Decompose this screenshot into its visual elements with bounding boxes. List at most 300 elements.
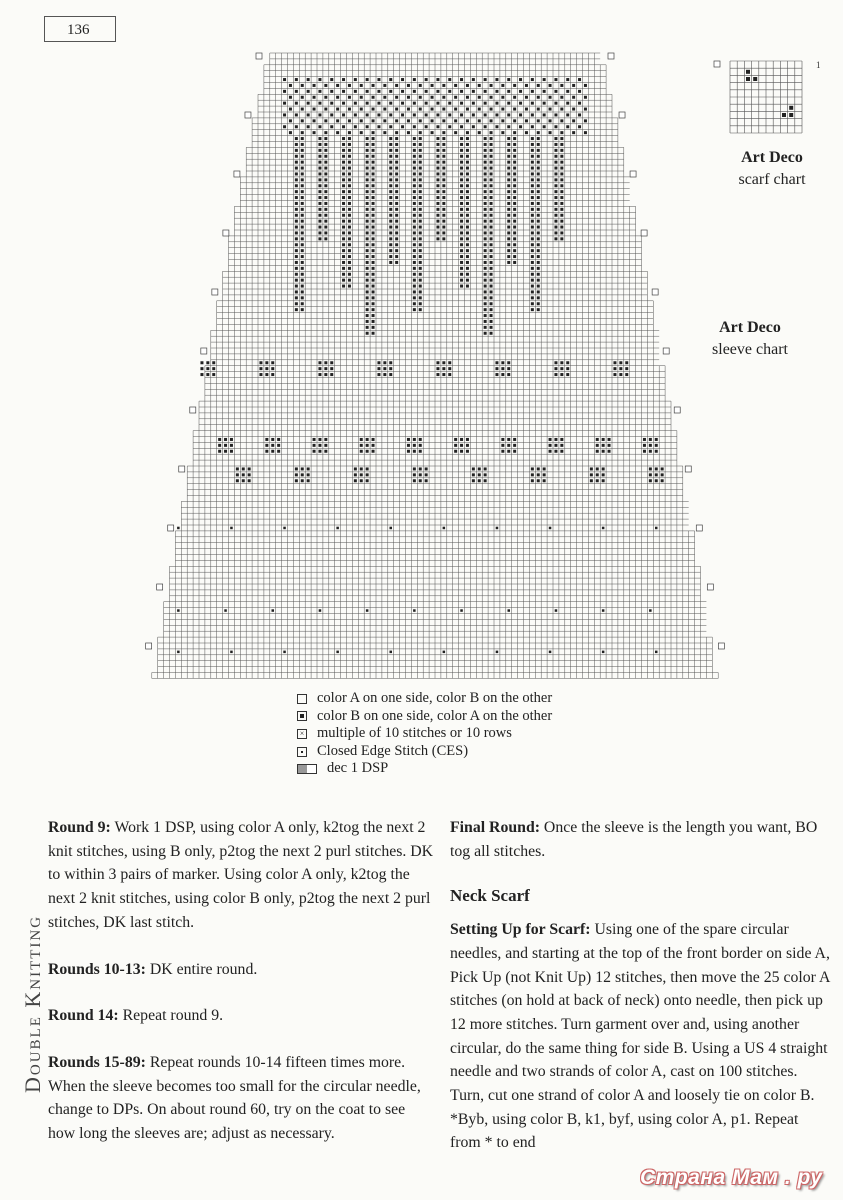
stitch-mark [507,237,510,240]
stitch-mark [537,149,540,152]
stitch-mark [543,90,546,93]
stitch-mark [413,438,416,441]
stitch-mark [342,125,345,128]
stitch-mark [460,167,463,170]
stitch-mark [436,184,439,187]
stitch-mark [507,167,510,170]
stitch-mark [490,261,493,264]
stitch-mark [513,208,516,211]
stitch-mark [436,237,439,240]
stitch-mark [419,143,422,146]
stitch-mark [348,237,351,240]
stitch-mark [478,108,481,111]
stitch-mark [224,438,227,441]
stitch-mark [395,214,398,217]
stitch-mark [413,479,416,482]
stitch-mark [342,149,345,152]
stitch-mark [507,102,510,105]
stitch-mark [419,438,422,441]
stitch-mark [318,184,321,187]
stitch-mark [419,285,422,288]
stitch-mark [495,90,498,93]
stitch-mark [372,308,375,311]
stitch-mark [295,214,298,217]
stitch-mark [501,367,504,370]
stitch-mark [484,190,487,193]
stitch-mark [460,172,463,175]
stitch-mark [419,96,422,99]
stitch-mark [531,202,534,205]
stitch-mark [460,226,463,229]
stitch-mark [366,267,369,270]
stitch-mark [484,320,487,323]
stitch-mark [537,467,540,470]
stitch-mark [419,137,422,140]
stitch-mark [313,119,316,122]
stitch-mark [318,450,321,453]
stitch-mark [236,467,239,470]
stitch-mark [537,161,540,164]
stitch-mark [372,96,375,99]
stitch-mark [537,96,540,99]
stitch-mark [307,102,310,105]
instruction-body: Work 1 DSP, using color A only, k2tog the next 2 knit stitches, using B only, p2tog the next 2 purl stitches. DK to within 3 pairs of marker. Using color A only, k2tog the next 2 knit stitches, using color B only, p2tog the next 2 purl stitches, DK last stitch. [48,819,434,931]
stitch-mark [472,125,475,128]
stitch-mark [513,261,516,264]
stitch-mark [507,367,510,370]
stitch-mark [372,444,375,447]
stitch-mark [661,473,664,476]
stitch-mark [431,131,434,134]
stitch-mark [460,231,463,234]
stitch-mark [484,326,487,329]
edge-marker [608,53,614,59]
stitch-mark [554,450,557,453]
stitch-mark [419,296,422,299]
stitch-mark [301,208,304,211]
page-number: 136 [44,16,116,42]
stitch-mark [513,220,516,223]
stitch-mark [295,243,298,246]
stitch-mark [460,155,463,158]
stitch-mark [413,473,416,476]
stitch-mark [425,78,428,81]
stitch-mark [377,90,380,93]
stitch-mark [413,255,416,258]
stitch-mark [490,137,493,140]
stitch-mark [395,243,398,246]
stitch-mark [507,220,510,223]
stitch-mark [372,243,375,246]
stitch-mark [366,314,369,317]
stitch-mark [554,214,557,217]
stitch-mark [560,96,563,99]
stitch-mark [442,231,445,234]
stitch-mark [318,161,321,164]
stitch-mark [436,196,439,199]
stitch-mark [442,226,445,229]
stitch-mark [655,444,658,447]
stitch-mark [519,78,522,81]
stitch-mark [318,231,321,234]
stitch-mark [507,161,510,164]
stitch-mark [460,444,463,447]
stitch-mark [354,479,357,482]
stitch-mark [248,467,251,470]
stitch-mark [572,119,575,122]
stitch-mark [259,367,262,370]
stitch-mark [401,90,404,93]
stitch-mark [336,651,339,654]
stitch-mark [549,438,552,441]
stitch-mark [395,231,398,234]
stitch-mark [448,367,451,370]
stitch-mark [507,373,510,376]
sleeve-chart [140,45,730,690]
stitch-mark [259,373,262,376]
stitch-mark [324,220,327,223]
edge-marker [245,112,251,118]
stitch-mark [419,161,422,164]
stitch-mark [372,214,375,217]
stitch-mark [395,255,398,258]
stitch-mark [413,167,416,170]
stitch-mark [212,361,215,364]
stitch-mark [389,231,392,234]
stitch-mark [348,231,351,234]
stitch-mark [537,296,540,299]
stitch-mark [490,84,493,87]
stitch-mark [413,467,416,470]
stitch-mark [531,149,534,152]
stitch-mark [436,167,439,170]
stitch-mark [419,190,422,193]
stitch-mark [348,214,351,217]
stitch-mark [301,243,304,246]
stitch-mark [472,78,475,81]
stitch-mark [454,131,457,134]
stitch-mark [318,90,321,93]
stitch-mark [413,113,416,116]
stitch-mark [342,202,345,205]
stitch-mark [560,231,563,234]
stitch-mark [224,450,227,453]
stitch-mark [372,332,375,335]
stitch-mark [490,190,493,193]
stitch-mark [342,285,345,288]
stitch-mark [413,290,416,293]
stitch-mark [560,190,563,193]
stitch-mark [413,161,416,164]
stitch-mark [324,361,327,364]
stitch-mark [513,137,516,140]
stitch-mark [342,226,345,229]
stitch-mark [301,302,304,305]
stitch-mark [342,190,345,193]
stitch-mark [324,184,327,187]
stitch-mark [560,450,563,453]
stitch-mark [507,196,510,199]
stitch-mark [419,479,422,482]
stitch-mark [442,167,445,170]
stitch-mark [407,84,410,87]
stitch-mark [466,84,469,87]
stitch-mark [537,302,540,305]
stitch-mark [643,438,646,441]
stitch-mark [507,444,510,447]
stitch-mark [584,96,587,99]
stitch-mark [537,202,540,205]
stitch-mark [436,220,439,223]
stitch-mark [578,102,581,105]
stitch-mark [366,231,369,234]
stitch-mark [218,444,221,447]
stitch-mark [442,208,445,211]
stitch-mark [242,479,245,482]
stitch-mark [466,214,469,217]
instruction-paragraph [450,918,832,1155]
edge-marker [718,643,724,649]
stitch-mark [372,149,375,152]
stitch-mark [336,527,339,530]
stitch-mark [507,149,510,152]
instruction-body: Once the sleeve is the length you want, BO tog all stitches. [450,819,818,860]
stitch-mark [602,444,605,447]
stitch-mark [513,196,516,199]
stitch-mark [366,113,369,116]
stitch-mark [366,609,369,612]
stitch-mark [507,438,510,441]
stitch-mark [348,119,351,122]
stitch-mark [566,373,569,376]
stitch-mark [590,479,593,482]
stitch-mark [419,444,422,447]
stitch-mark [625,367,628,370]
stitch-mark [366,125,369,128]
stitch-mark [401,125,404,128]
stitch-mark [366,167,369,170]
stitch-mark [324,149,327,152]
stitch-mark [301,226,304,229]
stitch-mark [413,196,416,199]
stitch-mark [413,78,416,81]
stitch-mark [301,119,304,122]
stitch-mark [324,84,327,87]
stitch-mark [531,296,534,299]
stitch-mark [366,137,369,140]
stitch-mark [608,438,611,441]
stitch-mark [372,438,375,441]
stitch-mark [301,178,304,181]
stitch-mark [389,78,392,81]
stitch-mark [746,77,750,81]
stitch-mark [230,444,233,447]
stitch-mark [537,143,540,146]
stitch-mark [484,279,487,282]
stitch-mark [507,184,510,187]
stitch-mark [295,255,298,258]
stitch-mark [413,178,416,181]
stitch-mark [348,137,351,140]
stitch-mark [407,108,410,111]
stitch-mark [360,450,363,453]
stitch-mark [531,479,534,482]
stitch-mark [531,226,534,229]
stitch-mark [537,308,540,311]
stitch-mark [436,102,439,105]
stitch-mark [248,473,251,476]
stitch-mark [395,155,398,158]
stitch-mark [389,237,392,240]
stitch-mark [366,155,369,158]
stitch-mark [330,102,333,105]
stitch-mark [513,231,516,234]
stitch-mark [596,467,599,470]
stitch-mark [436,113,439,116]
stitch-mark [442,190,445,193]
stitch-mark [413,172,416,175]
stitch-mark [372,184,375,187]
right-column [450,816,832,1178]
stitch-mark [200,361,203,364]
instruction-paragraph [48,1051,436,1146]
stitch-mark [490,279,493,282]
stitch-mark [401,113,404,116]
stitch-mark [348,249,351,252]
legend-text: multiple of 10 stitches or 10 rows [317,725,512,742]
stitch-mark [313,108,316,111]
stitch-mark [454,450,457,453]
edge-marker [234,171,240,177]
stitch-mark [442,172,445,175]
stitch-mark [472,113,475,116]
stitch-mark [389,249,392,252]
stitch-mark [372,261,375,264]
stitch-mark [419,131,422,134]
stitch-mark [295,78,298,81]
stitch-mark [301,231,304,234]
stitch-mark [372,290,375,293]
stitch-mark [466,261,469,264]
stitch-mark [537,184,540,187]
stitch-mark [283,90,286,93]
stitch-mark [366,190,369,193]
stitch-mark [560,373,563,376]
stitch-mark [283,113,286,116]
stitch-mark [348,196,351,199]
stitch-mark [413,450,416,453]
stitch-mark [554,208,557,211]
stitch-mark [419,220,422,223]
stitch-mark [490,143,493,146]
stitch-mark [531,273,534,276]
stitch-mark [336,131,339,134]
stitch-mark [342,90,345,93]
stitch-mark [342,161,345,164]
stitch-mark [206,361,209,364]
stitch-mark [578,78,581,81]
stitch-mark [460,208,463,211]
stitch-mark [395,190,398,193]
instruction-heading: Setting Up for Scarf: [450,921,591,939]
stitch-mark [537,261,540,264]
stitch-mark [372,143,375,146]
stitch-mark [289,108,292,111]
stitch-mark [484,261,487,264]
stitch-mark [496,651,499,654]
stitch-mark [330,367,333,370]
stitch-mark [484,78,487,81]
stitch-mark [560,361,563,364]
stitch-mark [307,473,310,476]
stitch-mark [342,196,345,199]
stitch-mark [448,361,451,364]
stitch-mark [366,78,369,81]
stitch-mark [354,473,357,476]
stitch-mark [389,243,392,246]
stitch-mark [389,226,392,229]
stitch-mark [295,125,298,128]
stitch-mark [324,161,327,164]
stitch-mark [271,450,274,453]
stitch-mark [319,609,322,612]
stitch-mark [460,78,463,81]
stitch-mark [490,167,493,170]
stitch-mark [507,208,510,211]
stitch-mark [507,155,510,158]
stitch-mark [366,473,369,476]
stitch-mark [442,149,445,152]
stitch-mark [372,167,375,170]
stitch-mark [330,125,333,128]
stitch-mark [466,155,469,158]
stitch-mark [490,326,493,329]
stitch-mark [519,102,522,105]
stitch-mark [301,273,304,276]
stitch-mark [318,220,321,223]
legend-text: Closed Edge Stitch (CES) [317,742,469,759]
stitch-mark [336,119,339,122]
stitch-mark [537,131,540,134]
stitch-mark [466,267,469,270]
watermark: Страна Мам . ру [640,1166,823,1189]
stitch-mark [307,467,310,470]
stitch-mark [372,267,375,270]
stitch-mark [389,202,392,205]
stitch-mark [554,167,557,170]
stitch-mark [324,131,327,134]
stitch-mark [554,231,557,234]
stitch-mark [507,450,510,453]
stitch-mark [608,444,611,447]
stitch-mark [342,273,345,276]
stitch-mark [537,172,540,175]
stitch-mark [507,90,510,93]
stitch-mark [460,279,463,282]
stitch-mark [507,243,510,246]
stitch-mark [313,96,316,99]
stitch-mark [295,178,298,181]
stitch-mark [466,249,469,252]
stitch-mark [342,249,345,252]
stitch-mark [419,450,422,453]
stitch-mark [348,202,351,205]
sleeve-chart-name: Art Deco [719,319,781,336]
stitch-mark [295,196,298,199]
stitch-mark [484,214,487,217]
stitch-mark [318,226,321,229]
stitch-mark [442,108,445,111]
